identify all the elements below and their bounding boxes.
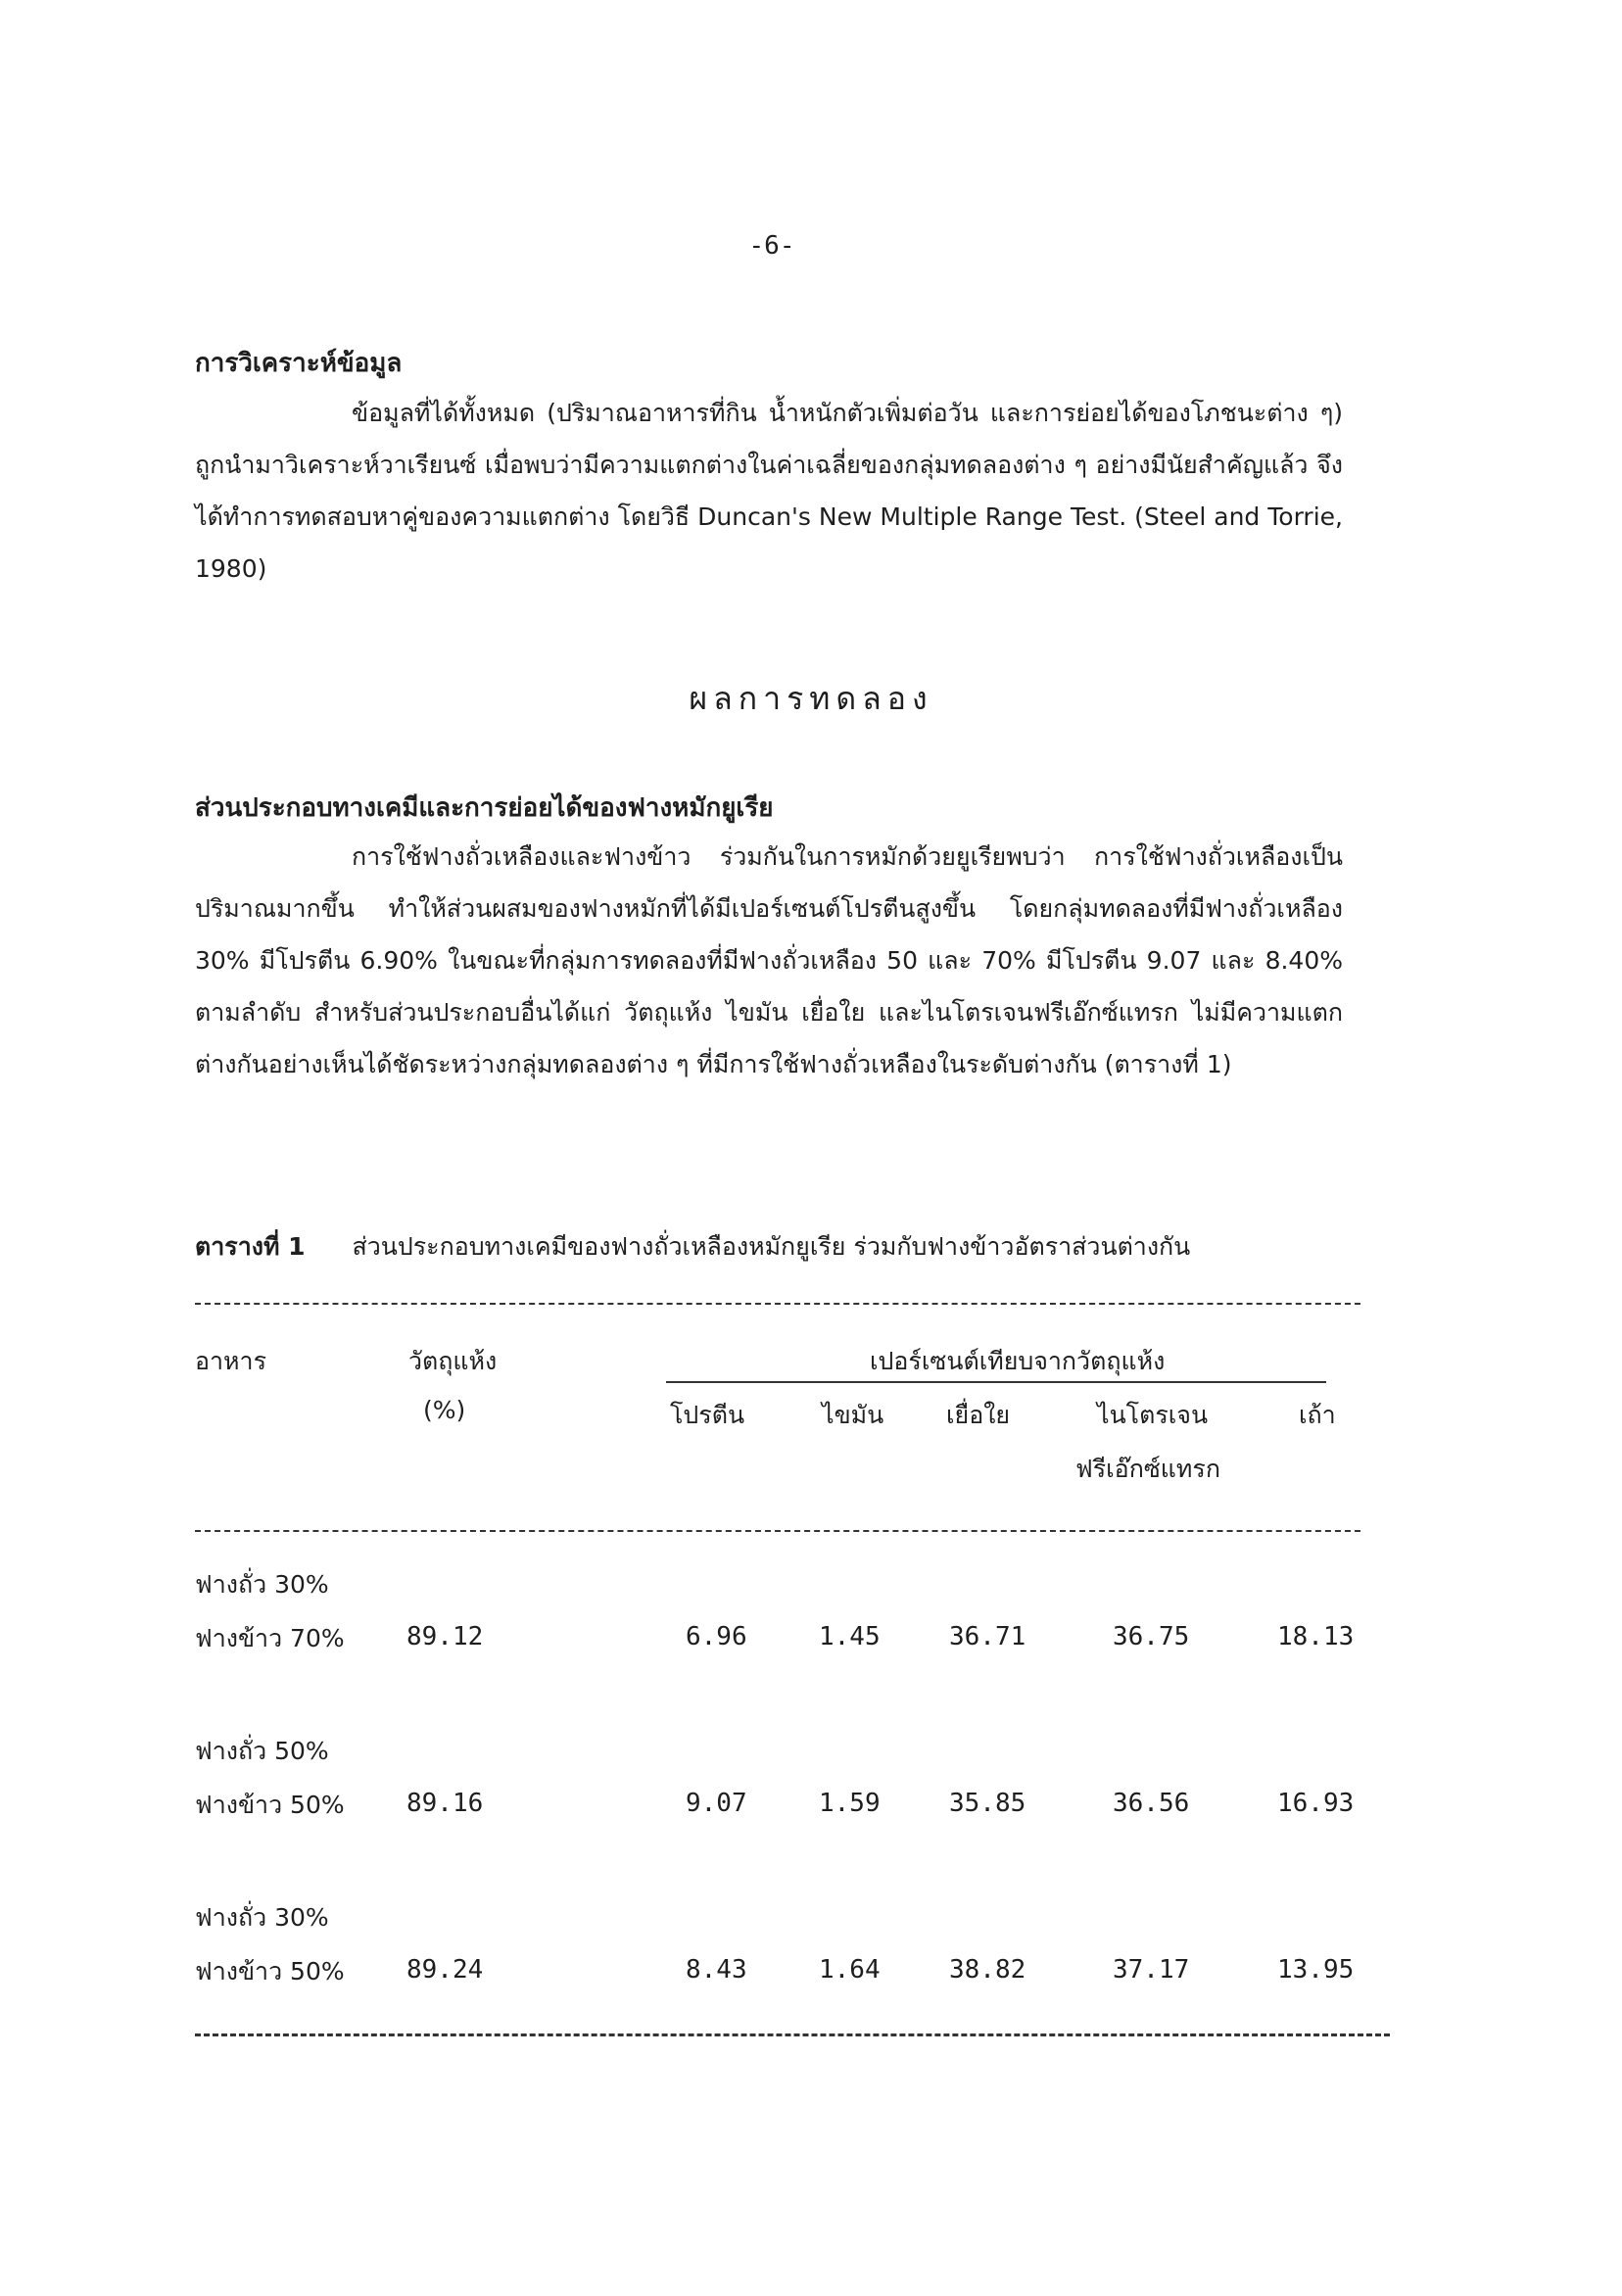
header-dry-matter-unit: (%) — [423, 1396, 466, 1424]
row-2-fat: 1.59 — [819, 1789, 881, 1818]
table-header-rule — [195, 1530, 1360, 1532]
header-fat: ไขมัน — [822, 1401, 884, 1429]
row-3-fiber: 38.82 — [949, 1955, 1026, 1985]
results-paragraph: การใช้ฟางถั่วเหลืองและฟางข้าว ร่วมกันในการหมักด้วยยูเรียพบว่า การใช้ฟางถั่วเหลืองเป็นปริมาณมากขึ้น ทำให้ส่วนผสมของฟางหมักที่ได้มีเปอร์เซนต์โปรตีนสูงขึ้น โดยกลุ่มทดลองที่มีฟางถั่วเหลือง 30% มีโปรตีน 6.90% ในขณะที่กลุ่มการทดลองที่มีฟางถั่วเหลือง 50 และ 70% มีโปรตีน 9.07 และ 8.40% ตามลำดับ สำหรับส่วนประกอบอื่นได้แก่ วัตถุแห้ง ไขมัน เยื่อใย และไนโตรเจนฟรีเอ๊กซ์แทรก ไม่มีความแตกต่างกันอย่างเห็นได้ชัดระหว่างกลุ่มทดลองต่าง ๆ ที่มีการใช้ฟางถั่วเหลืองในระดับต่างกัน (ตารางที่ 1) — [195, 842, 1343, 1078]
row-2-fiber: 35.85 — [949, 1789, 1026, 1818]
row-2-protein: 9.07 — [686, 1789, 747, 1818]
header-nfe-line1: ไนโตรเจน — [1097, 1401, 1209, 1429]
row-3-nfe: 37.17 — [1113, 1955, 1190, 1985]
header-ash: เถ้า — [1299, 1401, 1336, 1429]
analysis-paragraph: ข้อมูลที่ได้ทั้งหมด (ปริมาณอาหารที่กิน น้ำหนักตัวเพิ่มต่อวัน และการย่อยได้ของโภชนะต่าง ๆ) ถูกนำมาวิเคราะห์วาเรียนซ์ เมื่อพบว่ามีความแตกต่างในค่าเฉลี่ยของกลุ่มทดลองต่าง ๆ อย่างมีนัยสำคัญแล้ว จึงได้ทำการทดสอบหาคู่ของความแตกต่าง โดยวิธี Duncan's New Multiple Range Test. (Steel and Torrie, 1980) — [195, 399, 1343, 583]
row-1-fiber: 36.71 — [949, 1622, 1026, 1651]
row-1-nfe: 36.75 — [1113, 1622, 1190, 1651]
row-3-food-line1: ฟางถั่ว 30% — [195, 1903, 329, 1932]
row-1-food-line1: ฟางถั่ว 30% — [195, 1570, 329, 1599]
header-group-underline — [666, 1381, 1326, 1383]
row-1-food-line2: ฟางข้าว 70% — [195, 1624, 345, 1652]
analysis-heading: การวิเคราะห์ข้อมูล — [195, 349, 403, 378]
row-2-nfe: 36.56 — [1113, 1789, 1190, 1818]
header-nfe-line2: ฟรีเอ๊กซ์แทรก — [1075, 1455, 1220, 1483]
page-number: -6- — [748, 231, 795, 261]
row-1-protein: 6.96 — [686, 1622, 747, 1651]
row-1-fat: 1.45 — [819, 1622, 881, 1651]
table-caption — [195, 1227, 1360, 1267]
table-top-rule — [195, 1303, 1360, 1305]
table-caption-label: ตารางที่ 1 — [195, 1232, 306, 1261]
row-2-dry-matter: 89.16 — [406, 1789, 484, 1818]
row-2-food-line2: ฟางข้าว 50% — [195, 1791, 345, 1819]
row-2-food-line1: ฟางถั่ว 50% — [195, 1737, 329, 1765]
row-1-dry-matter: 89.12 — [406, 1622, 484, 1651]
row-3-protein: 8.43 — [686, 1955, 747, 1985]
row-3-ash: 13.95 — [1277, 1955, 1355, 1985]
table-bottom-rule — [195, 2033, 1390, 2036]
row-1-ash: 18.13 — [1277, 1622, 1355, 1651]
results-subheading: ส่วนประกอบทางเคมีและการย่อยได้ของฟางหมักยูเรีย — [195, 793, 774, 823]
header-protein: โปรตีน — [670, 1401, 745, 1429]
table-caption-text: ส่วนประกอบทางเคมีของฟางถั่วเหลืองหมักยูเรีย ร่วมกับฟางข้าวอัตราส่วนต่างกัน — [352, 1232, 1191, 1261]
row-3-food-line2: ฟางข้าว 50% — [195, 1957, 345, 1985]
header-food: อาหาร — [195, 1347, 266, 1375]
row-2-ash: 16.93 — [1277, 1789, 1355, 1818]
row-3-dry-matter: 89.24 — [406, 1955, 484, 1985]
header-fiber: เยื่อใย — [946, 1401, 1011, 1429]
header-group: เปอร์เซนต์เทียบจากวัตถุแห้ง — [870, 1347, 1166, 1375]
row-3-fat: 1.64 — [819, 1955, 881, 1985]
header-dry-matter: วัตถุแห้ง — [408, 1347, 498, 1375]
results-title: ผลการทดลอง — [689, 680, 933, 717]
